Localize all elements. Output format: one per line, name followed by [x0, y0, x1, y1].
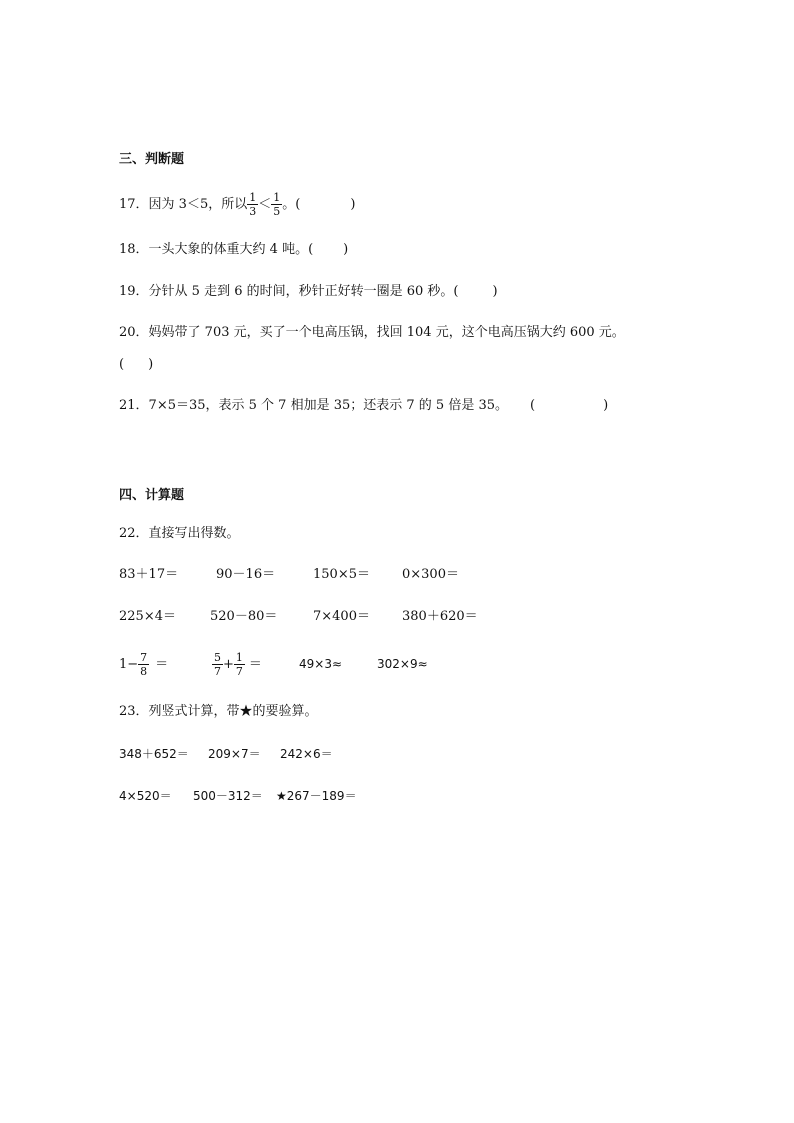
q22-row3-col1 [119, 652, 168, 677]
fraction-one-third [248, 192, 257, 217]
denominator: 5 [273, 205, 281, 218]
question-23: 23．列竖式计算，带★的要验算。 [119, 704, 318, 719]
q22-row2-col4: 380＋620＝ [402, 609, 478, 624]
fraction-one-seventh [235, 652, 244, 677]
q22-row1-col4: 0×300＝ [402, 567, 459, 582]
section-title-calc: 四、计算题 [119, 488, 185, 503]
q22-row1-col3: 150×5＝ [313, 567, 370, 582]
equals: ＝ [155, 657, 169, 672]
question-20-answer [119, 357, 153, 373]
question-19 [119, 284, 498, 300]
q22-row3-col3: 49×3≈ [299, 657, 343, 671]
q20-text: 20．妈妈带了 703 元，买了一个电高压锅，找回 104 元，这个电高压锅大约 600 元。 [119, 325, 625, 340]
q22-row1-col2: 90－16＝ [216, 567, 276, 582]
q22-row2-col2: 520－80＝ [210, 609, 278, 624]
q17-suffix: 。( [282, 197, 301, 212]
q17-prefix: 17．因为 3＜5，所以 [119, 197, 248, 212]
fraction-one-fifth [272, 192, 281, 217]
q23-row1-col1: 348＋652＝ [119, 747, 189, 761]
numerator: 5 [214, 651, 221, 664]
numerator: 1 [249, 191, 257, 204]
close-paren: ) [492, 284, 498, 299]
q21-text: 21．7×5＝35，表示 5 个 7 相加是 35；还表示 7 的 5 倍是 35。 [119, 398, 509, 413]
q23-row1-col3: 242×6＝ [280, 747, 333, 761]
expr-lead: 1− [119, 657, 139, 672]
denominator: 8 [140, 665, 148, 678]
q23-row2-col3: ★267－189＝ [276, 789, 357, 803]
less-than: ＜ [258, 197, 272, 212]
q22-row2-col1: 225×4＝ [119, 609, 176, 624]
q23-row2-col2: 500－312＝ [193, 789, 263, 803]
close-paren: ) [603, 398, 609, 413]
denominator: 3 [249, 205, 257, 218]
numerator: 7 [140, 651, 148, 664]
plus-sign: + [223, 657, 234, 672]
q23-row1-col2: 209×7＝ [208, 747, 261, 761]
fraction-five-sevenths [213, 652, 222, 677]
q22-row2-col3: 7×400＝ [313, 609, 370, 624]
section-title-judge: 三、判断题 [119, 152, 185, 167]
q23-row2-col1: 4×520＝ [119, 789, 172, 803]
numerator: 1 [273, 191, 281, 204]
close-paren: ) [350, 197, 356, 212]
q22-row3-col4: 302×9≈ [377, 657, 428, 671]
numerator: 1 [235, 651, 243, 664]
q22-row1-col1: 83＋17＝ [119, 567, 179, 582]
close-paren: ) [343, 242, 349, 257]
question-21 [119, 398, 608, 414]
question-17 [119, 192, 355, 217]
open-paren: ( [119, 357, 125, 372]
question-22: 22．直接写出得数。 [119, 526, 240, 541]
q22-row3-col2 [212, 652, 262, 677]
question-18 [119, 242, 348, 258]
q18-text: 18．一头大象的体重大约 4 吨。( [119, 242, 314, 257]
denominator: 7 [214, 665, 221, 678]
question-20 [119, 325, 625, 341]
denominator: 7 [235, 665, 243, 678]
equals: ＝ [248, 657, 262, 672]
fraction-seven-eighths [139, 652, 148, 677]
q19-text: 19．分针从 5 走到 6 的时间，秒针正好转一圈是 60 秒。( [119, 284, 459, 299]
open-paren: ( [530, 398, 536, 413]
close-paren: ) [148, 357, 154, 372]
